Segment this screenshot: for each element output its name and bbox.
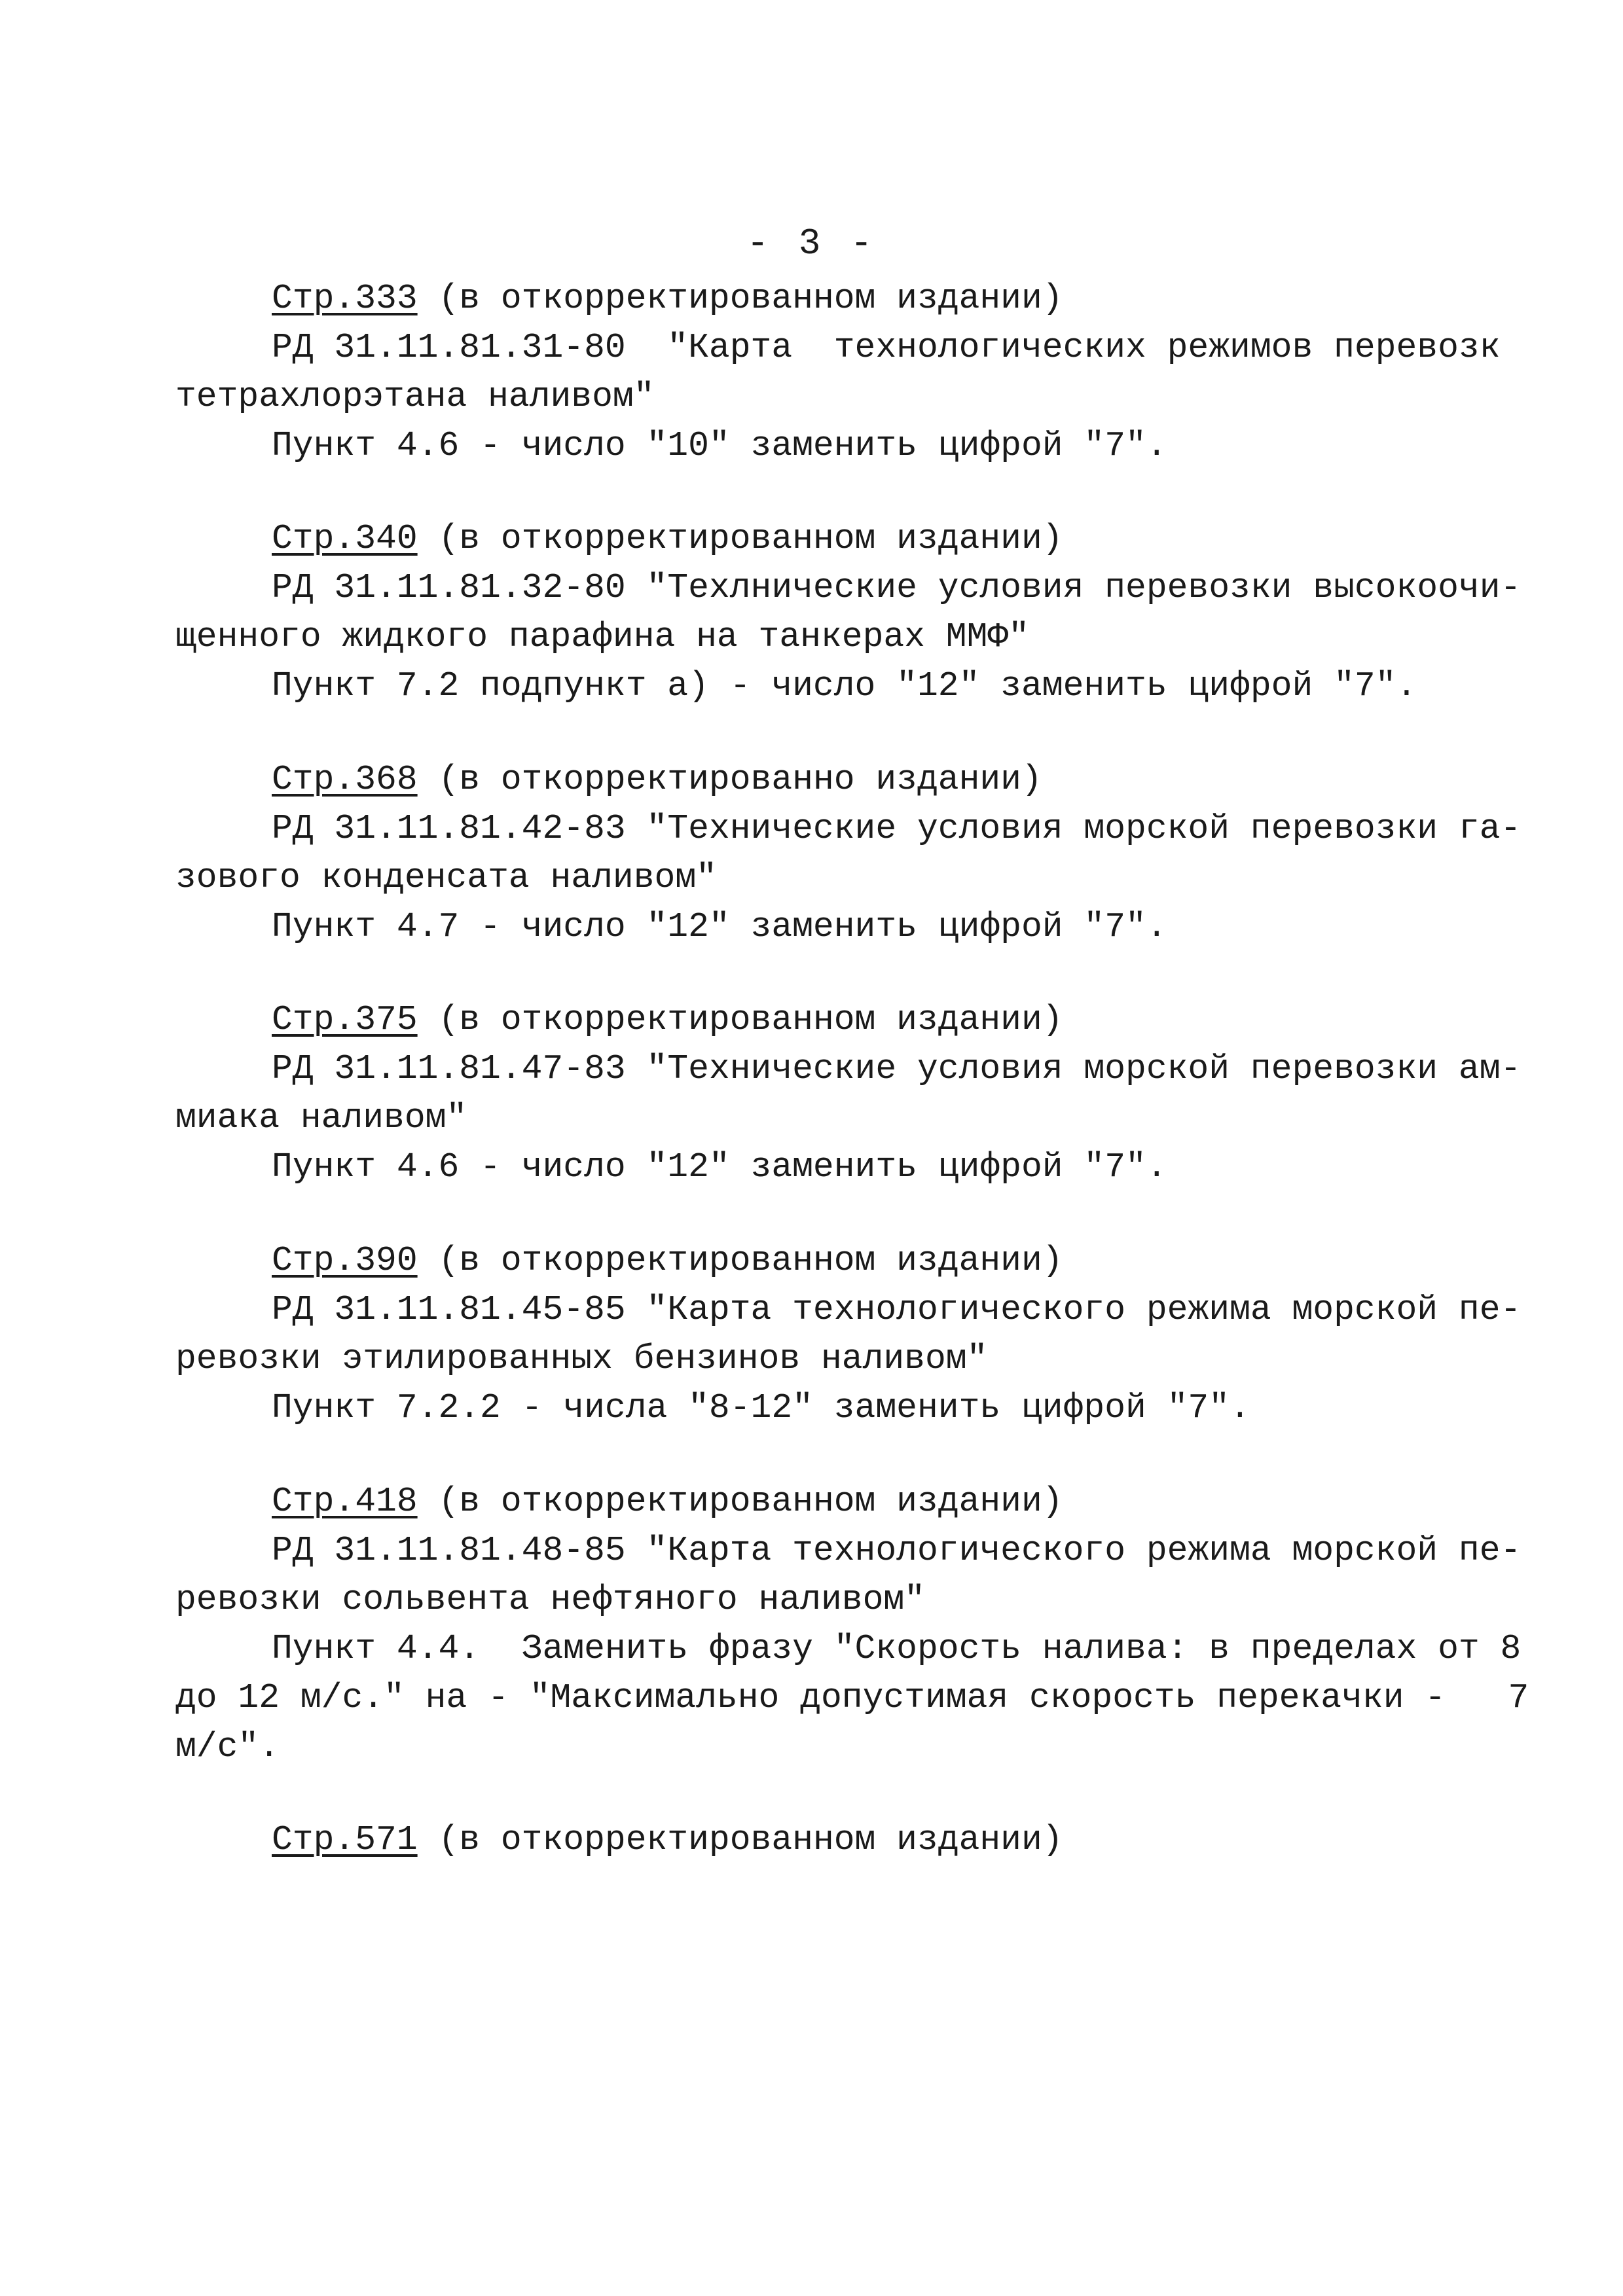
document-title-line: тетрахлорэтана наливом" xyxy=(175,377,655,416)
section-heading xyxy=(272,281,1063,316)
edition-note: (в откорректированном издании) xyxy=(417,279,1063,318)
page-reference: Стр.375 xyxy=(272,1000,418,1039)
section-heading xyxy=(272,762,1042,797)
page-reference: Стр.390 xyxy=(272,1241,418,1280)
page-number: - 3 - xyxy=(746,223,877,264)
page-reference: Стр.340 xyxy=(272,519,418,558)
edition-note: (в откорректированном издании) xyxy=(417,1000,1063,1039)
document-title-line: ревозки сольвента нефтяного наливом" xyxy=(175,1580,925,1619)
correction-item: Пункт 4.6 - число "12" заменить цифрой "7". xyxy=(272,1147,1167,1187)
section-heading xyxy=(272,1241,1063,1280)
document-title-line: РД 31.11.81.45-85 "Карта технологического режима морской пе- xyxy=(272,1290,1522,1329)
edition-note: (в откорректированном издании) xyxy=(417,1241,1063,1280)
document-title-line: РД 31.11.81.48-85 "Карта технологического режима морской пе- xyxy=(272,1531,1522,1570)
section-heading xyxy=(272,1000,1063,1039)
correction-item: Пункт 7.2 подпункт а) - число "12" заменить цифрой "7". xyxy=(272,666,1417,706)
edition-note: (в откорректированном издании) xyxy=(417,1482,1063,1521)
document-title-line: зового конденсата наливом" xyxy=(175,858,717,897)
page-reference: Стр.368 xyxy=(272,760,418,799)
page-reference: Стр.571 xyxy=(272,1820,418,1859)
edition-note: (в откорректированном издании) xyxy=(417,519,1063,558)
section-heading xyxy=(272,1484,1063,1519)
edition-note: (в откорректированном издании) xyxy=(417,1820,1063,1859)
section-heading xyxy=(272,1820,1063,1859)
correction-item: Пункт 4.7 - число "12" заменить цифрой "7". xyxy=(272,907,1167,946)
document-title-line: ревозки этилированных бензинов наливом" xyxy=(175,1339,988,1378)
correction-item: Пункт 7.2.2 - числа "8-12" заменить цифрой "7". xyxy=(272,1388,1250,1427)
correction-item: Пункт 4.4. Заменить фразу "Скорость налива: в пределах от 8 xyxy=(272,1629,1522,1668)
document-title-line: РД 31.11.81.31-80 "Карта технологических режимов перевозк xyxy=(272,328,1501,367)
correction-item: до 12 м/с." на - "Максимально допустимая скорость перекачки - 7 xyxy=(175,1678,1529,1717)
document-title-line: РД 31.11.81.47-83 "Технические условия морской перевозки ам- xyxy=(272,1049,1522,1088)
section-heading xyxy=(272,519,1063,558)
document-title-line: миака наливом" xyxy=(175,1098,467,1138)
document-title-line: щенного жидкого парафина на танкерах ММФ" xyxy=(175,617,1030,656)
correction-item: м/с". xyxy=(175,1727,280,1767)
page-reference: Стр.418 xyxy=(272,1482,418,1521)
document-title-line: РД 31.11.81.32-80 "Техлнические условия перевозки высокоочи- xyxy=(272,568,1522,607)
page-reference: Стр.333 xyxy=(272,279,418,318)
edition-note: (в откорректированно издании) xyxy=(417,760,1042,799)
correction-item: Пункт 4.6 - число "10" заменить цифрой "7". xyxy=(272,426,1167,465)
document-title-line: РД 31.11.81.42-83 "Технические условия морской перевозки га- xyxy=(272,809,1522,848)
